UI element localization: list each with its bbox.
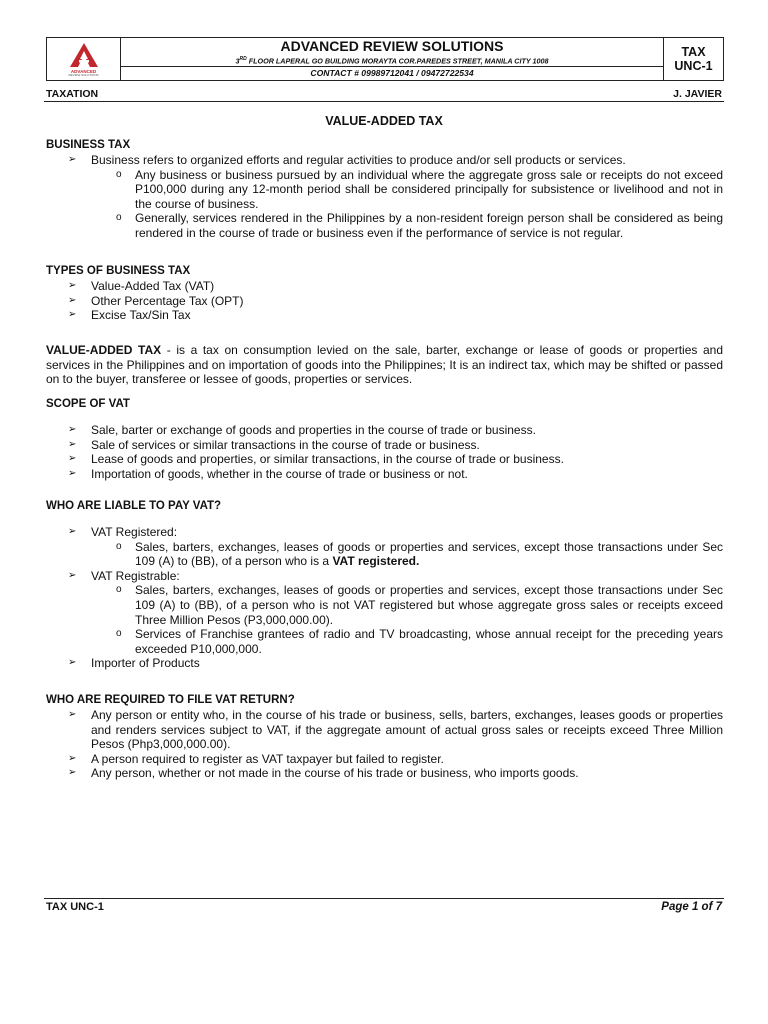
list-item-text: Business refers to organized efforts and regular activities to produce and/or sell products or services.: [91, 153, 626, 167]
company-logo: [47, 38, 121, 80]
list-item: [46, 525, 723, 540]
list-item: [46, 153, 723, 168]
circle-bullet-icon: o: [116, 584, 122, 596]
list-item: [46, 656, 723, 671]
arrow-bullet-icon: ➢: [68, 280, 77, 291]
list-item-text: Lease of goods and properties, or similar transactions, in the course of trade or business.: [91, 452, 564, 467]
sub-list-item: [46, 211, 723, 240]
heading-liable: WHO ARE LIABLE TO PAY VAT?: [46, 500, 222, 512]
circle-bullet-icon: o: [116, 212, 122, 224]
bold-emphasis: VAT registered.: [332, 554, 420, 569]
list-item: [46, 766, 723, 781]
subject-label: TAXATION: [46, 88, 99, 100]
arrow-bullet-icon: ➢: [68, 424, 77, 435]
arrow-bullet-icon: ➢: [68, 709, 77, 720]
arrow-bullet-icon: ➢: [68, 294, 77, 306]
heading-business-tax: BUSINESS TAX: [46, 139, 131, 151]
list-item: [46, 569, 723, 584]
author-label: J. JAVIER: [673, 88, 722, 100]
list-item-text: Importer of Products: [91, 656, 200, 671]
doc-code-line1: TAX: [681, 45, 706, 59]
sub-list-item-text: Services of Franchise grantees of radio and TV broadcasting, whose annual receipt for the preceding years exceeded P10,000,000.: [135, 627, 723, 656]
list-item-text: Excise Tax/Sin Tax: [91, 308, 191, 323]
arrow-bullet-icon: ➢: [68, 438, 77, 450]
address-sup: RD: [239, 56, 247, 62]
header-center: [121, 38, 663, 80]
list-item-text: VAT Registered:: [91, 525, 178, 539]
arrow-bullet-icon: ➢: [68, 154, 77, 165]
address-floor: 3: [235, 56, 240, 66]
list-item: [46, 423, 723, 438]
list-item: [46, 467, 723, 482]
header-divider: [44, 101, 724, 102]
list-item-text: Value-Added Tax (VAT): [91, 279, 215, 293]
vat-term: VALUE-ADDED TAX: [46, 343, 162, 357]
vat-definition: [46, 343, 723, 387]
logo-subtext: REVIEW SOLUTIONS: [68, 72, 99, 77]
sub-list-item-text: Sales, barters, exchanges, leases of goods or properties and services, except those transactions under Sec 109 (A) to (BB), of a person who is a: [135, 539, 723, 569]
sub-list-item: [46, 583, 723, 627]
page-footer: [46, 901, 722, 913]
arrow-bullet-icon: ➢: [68, 752, 77, 764]
circle-bullet-icon: o: [116, 540, 122, 552]
scope-section: [46, 423, 723, 481]
liable-section: [46, 525, 723, 671]
list-item-text: Importation of goods, whether in the course of trade or business or not.: [91, 466, 468, 481]
sub-list-item: [46, 168, 723, 212]
doc-code-line2: UNC-1: [674, 59, 713, 73]
doc-code-box: [663, 38, 723, 80]
footer-code: TAX UNC-1: [46, 901, 104, 913]
list-item: [46, 452, 723, 467]
list-item: [46, 708, 723, 752]
list-item-text: Sale, barter or exchange of goods and properties in the course of trade or business.: [91, 423, 536, 437]
arrow-bullet-icon: ➢: [68, 569, 77, 581]
logo-text: ADVANCED: [70, 68, 97, 74]
arrow-bullet-icon: ➢: [68, 657, 77, 669]
sub-list-item-text: Sales, barters, exchanges, leases of goods or properties and services, except those transactions under Sec 109 (A) to (BB), of a person who is not VAT registered but whose aggregate gross sales or receipts exceed Three Million Pesos (P3,000,000.00).: [135, 583, 723, 627]
footer-divider: [44, 898, 724, 899]
list-item-text: Any person, whether or not made in the course of his trade or business, who imports goods.: [91, 766, 579, 781]
logo-a-icon: [68, 42, 100, 68]
list-item: [46, 294, 723, 309]
list-item-text: Sale of services or similar transactions in the course of trade or business.: [91, 437, 480, 452]
subject-line: [46, 88, 722, 100]
list-item: [46, 752, 723, 767]
circle-bullet-icon: o: [116, 628, 122, 640]
types-section: [46, 279, 723, 323]
list-item: [46, 438, 723, 453]
arrow-bullet-icon: ➢: [68, 453, 77, 465]
file-section: [46, 708, 723, 781]
arrow-bullet-icon: ➢: [68, 309, 77, 321]
arrow-bullet-icon: ➢: [68, 467, 77, 479]
org-address: [121, 54, 663, 67]
business-tax-section: [46, 153, 723, 241]
heading-types: TYPES OF BUSINESS TAX: [46, 265, 191, 277]
org-contact: CONTACT # 09989712041 / 09472722534: [310, 68, 474, 78]
list-item-text: A person required to register as VAT taxpayer but failed to register.: [91, 751, 444, 766]
document-header: [46, 37, 724, 81]
vat-definition-text: - is a tax on consumption levied on the sale, barter, exchange or lease of goods or properties and services in the Philippines and on importation of goods into the Philippines; It is an indirect tax, which may be shifted or passed on to the buyer, transferee or lessee of goods, properties or services.: [46, 343, 724, 387]
page-title: VALUE-ADDED TAX: [325, 114, 443, 128]
arrow-bullet-icon: ➢: [68, 767, 77, 779]
heading-file: WHO ARE REQUIRED TO FILE VAT RETURN?: [46, 694, 295, 706]
address-rest: FLOOR LAPERAL GO BUILDING MORAYTA COR.PAREDES STREET, MANILA CITY 1008: [246, 56, 549, 66]
list-item-text: Other Percentage Tax (OPT): [91, 293, 244, 308]
org-name: ADVANCED REVIEW SOLUTIONS: [280, 38, 504, 54]
list-item: [46, 308, 723, 323]
sub-list-item: [46, 540, 723, 569]
page-number: Page 1 of 7: [661, 901, 722, 913]
sub-list-item: [46, 627, 723, 656]
heading-scope: SCOPE OF VAT: [46, 398, 130, 410]
list-item: [46, 279, 723, 294]
sub-list-item-text: Any business or business pursued by an individual where the aggregate gross sale or receipts do not exceed P100,000 during any 12-month period shall be considered principally for subsistence or livelihood and not in the course of business.: [135, 167, 723, 211]
sub-list-item-text: Generally, services rendered in the Philippines by a non-resident foreign person shall be considered as being rendered in the course of trade or business even if the performance of service is not regular.: [135, 211, 723, 240]
list-item-text: Any person or entity who, in the course of his trade or business, sells, barters, exchanges, leases goods or properties and renders services subject to VAT, if the aggregate amount of actual gross sales or receipts exceed Three Million Pesos (Php3,000,000.00).: [91, 708, 723, 752]
list-item-text: VAT Registrable:: [91, 568, 180, 583]
circle-bullet-icon: o: [116, 168, 122, 180]
arrow-bullet-icon: ➢: [68, 526, 77, 537]
